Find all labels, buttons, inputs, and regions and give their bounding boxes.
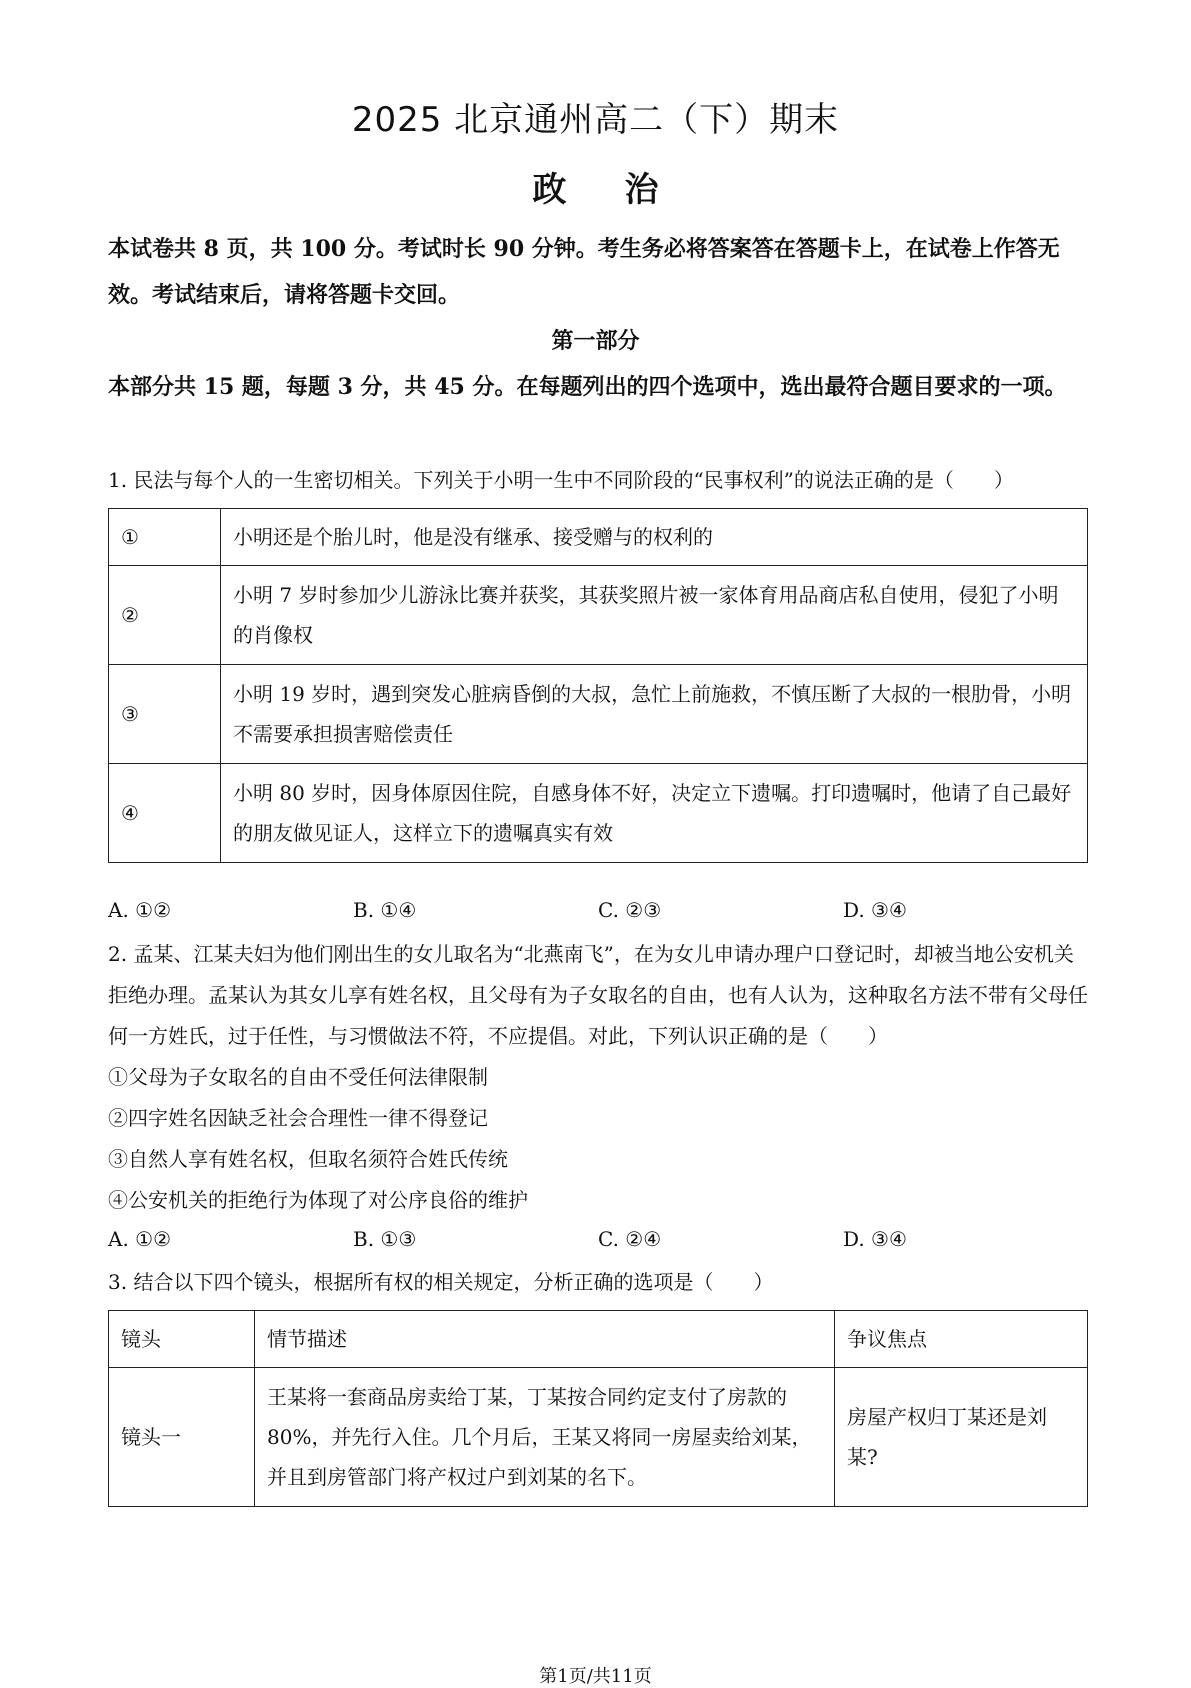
option-d: D. ③④ xyxy=(843,1227,907,1251)
exam-subject: 政治 xyxy=(532,170,717,210)
part-description: 本部分共 15 题，每题 3 分，共 45 分。在每题列出的四个选项中，选出最符合题目要求的一项。 xyxy=(108,374,1067,400)
option-a: A. ①② xyxy=(108,898,172,922)
option-d: D. ③④ xyxy=(843,898,907,922)
question-1-table xyxy=(108,508,1088,863)
question-3-table xyxy=(108,1310,1088,1507)
option-a: A. ①② xyxy=(108,1227,172,1251)
exam-instructions: 本试卷共 8 页，共 100 分。考试时长 90 分钟。考生务必将答案答在答题卡上，在试卷上作答无效。考试结束后，请将答题卡交回。 xyxy=(108,236,1060,308)
question-2-item: ①父母为子女取名的自由不受任何法律限制 xyxy=(108,1065,488,1089)
header-cell: 情节描述 xyxy=(255,1311,835,1368)
row-text: 小明 80 岁时，因身体原因住院，自感身体不好，决定立下遗嘱。打印遗嘱时，他请了自己最好的朋友做见证人，这样立下的遗嘱真实有效 xyxy=(221,764,1088,863)
exam-title: 2025 北京通州高二（下）期末 xyxy=(351,100,840,140)
question-2-item: ④公安机关的拒绝行为体现了对公序良俗的维护 xyxy=(108,1188,528,1212)
table-row xyxy=(109,764,1088,863)
row-number: ④ xyxy=(109,764,221,863)
description-cell: 王某将一套商品房卖给丁某，丁某按合同约定支付了房款的 80%，并先行入住。几个月后，王某又将同一房屋卖给刘某，并且到房管部门将产权过户到刘某的名下。 xyxy=(255,1368,835,1507)
table-row xyxy=(109,665,1088,764)
question-2-stem: 2. 孟某、江某夫妇为他们刚出生的女儿取名为“北燕南飞”，在为女儿申请办理户口登记时，却被当地公安机关拒绝办理。孟某认为其女儿享有姓名权，且父母有为子女取名的自由，也有人认为，这种取名方法不带有父母任何一方姓氏，过于任性，与习惯做法不符，不应提倡。对此，下列认识正确的是（ ） xyxy=(108,942,1088,1048)
question-2-item: ③自然人享有姓名权，但取名须符合姓氏传统 xyxy=(108,1147,508,1171)
table-row xyxy=(109,566,1088,665)
row-number: ② xyxy=(109,566,221,665)
header-cell: 镜头 xyxy=(109,1311,255,1368)
option-c: C. ②③ xyxy=(598,898,662,922)
page-footer: 第1页/共11页 xyxy=(539,1666,652,1687)
question-3-stem: 3. 结合以下四个镜头，根据所有权的相关规定，分析正确的选项是（ ） xyxy=(108,1270,774,1294)
option-c: C. ②④ xyxy=(598,1227,662,1251)
table-header-row xyxy=(109,1311,1088,1368)
row-number: ③ xyxy=(109,665,221,764)
question-2-options xyxy=(108,1227,1088,1251)
row-number: ① xyxy=(109,509,221,566)
row-text: 小明还是个胎儿时，他是没有继承、接受赠与的权利的 xyxy=(221,509,1088,566)
table-row xyxy=(109,509,1088,566)
header-cell: 争议焦点 xyxy=(835,1311,1088,1368)
option-b: B. ①③ xyxy=(353,1227,417,1251)
question-1-options xyxy=(108,898,1088,922)
option-b: B. ①④ xyxy=(353,898,417,922)
part-title: 第一部分 xyxy=(551,328,640,354)
question-1-stem: 1. 民法与每个人的一生密切相关。下列关于小明一生中不同阶段的“民事权利”的说法正确的是（ ） xyxy=(108,468,1014,492)
row-text: 小明 7 岁时参加少儿游泳比赛并获奖，其获奖照片被一家体育用品商店私自使用，侵犯了小明的肖像权 xyxy=(221,566,1088,665)
question-2-item: ②四字姓名因缺乏社会合理性一律不得登记 xyxy=(108,1106,488,1130)
row-text: 小明 19 岁时，遇到突发心脏病昏倒的大叔，急忙上前施救，不慎压断了大叔的一根肋骨，小明不需要承担损害赔偿责任 xyxy=(221,665,1088,764)
shot-cell: 镜头一 xyxy=(109,1368,255,1507)
issue-cell: 房屋产权归丁某还是刘某? xyxy=(835,1368,1088,1507)
table-row xyxy=(109,1368,1088,1507)
